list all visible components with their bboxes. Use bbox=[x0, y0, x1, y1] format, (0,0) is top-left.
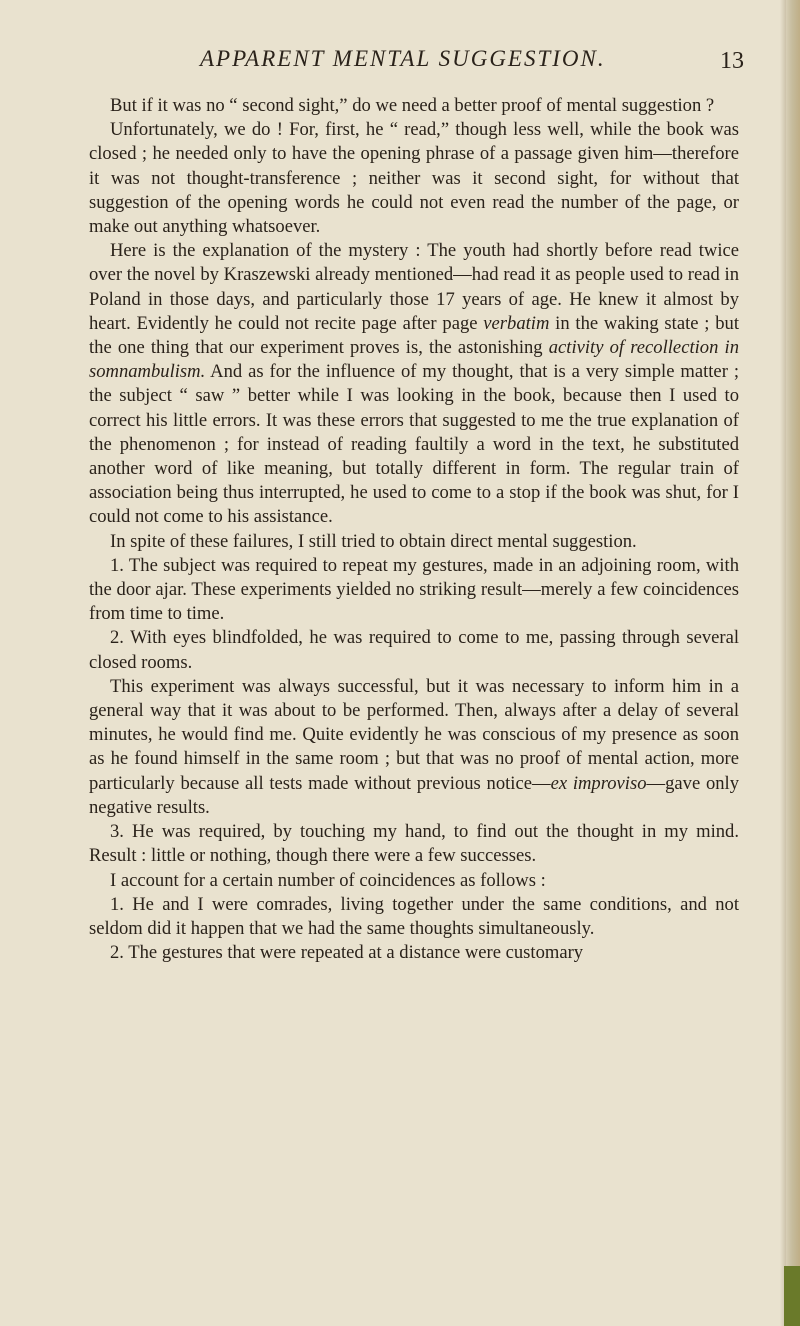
paragraph-2: Unfortunately, we do ! For, first, he “ read,” though less well, while the book was closed ; he needed only to have the opening phrase of a passage given him—therefore it was not thought-transference ; neither was it second sight, for without that suggestion of the opening words he could not even read the number of the page, or make out anything whatsoever. bbox=[89, 119, 739, 238]
paragraph-7-part-a: This experiment was always successful, but it was necessary to inform him in a general way that it was about to be performed. Then, always after a delay of several minutes, he would find me. Quite evidently he was conscious of my presence as soon as he found himself in the same room ; but that was no proof of mental action, more particularly because all tests made without previous notice— bbox=[89, 675, 739, 794]
page-header bbox=[0, 46, 800, 82]
paragraph-11: 2. The gestures that were repeated at a distance were customary bbox=[110, 942, 584, 964]
paragraph-10: 1. He and I were comrades, living together under the same conditions, and not seldom did it happen that we had the same thoughts simultaneously. bbox=[89, 893, 739, 939]
italic-recollection-phrase: activity of recollection in somnambulism. bbox=[89, 337, 739, 383]
paragraph-6: 2. With eyes blindfolded, he was required to come to me, passing through several closed rooms. bbox=[89, 627, 739, 673]
paragraph-3-part-c: in the waking state ; but the one thing that our experiment proves is, the astonishing bbox=[89, 312, 739, 359]
page-edge-tab bbox=[784, 1266, 800, 1326]
paragraph-8: 3. He was required, by touching my hand, to find out the thought in my mind. Result : little or nothing, though there were a few successes. bbox=[89, 821, 739, 867]
paragraph-5: 1. The subject was required to repeat my gestures, made in an adjoining room, with the door ajar. These experiments yielded no striking result—merely a few coincidences from time to time. bbox=[89, 554, 739, 625]
running-head: APPARENT MENTAL SUGGESTION. bbox=[200, 46, 606, 71]
paragraph-1: But if it was no “ second sight,” do we need a better proof of mental suggestion ? bbox=[110, 95, 715, 116]
italic-verbatim: verbatim bbox=[483, 312, 550, 334]
italic-ex-improviso: ex improviso bbox=[550, 772, 647, 794]
paragraph-3-part-a: Here is the explanation of the mystery : The youth had shortly before read twice over the novel by Kraszewski already mentioned—had read it as people used to read in Poland in those days, and particularly those 17 years of age. He knew it almost by heart. Evidently he could not recite page after page bbox=[89, 240, 739, 334]
paragraph-3-part-e: And as for the influence of my thought, that is a very simple matter ; the subject “ saw ” better while I was looking in the book, because then I used to correct his little errors. It was these errors that suggested to me the true explanation of the phenomenon ; for instead of reading faultily a word in the text, he substituted another word of like meaning, but totally different in form. The regular train of association being thus interrupted, he used to come to a stop if the book was shut, for I could not come to his assistance. bbox=[89, 361, 739, 528]
paragraph-3 bbox=[89, 239, 739, 529]
page-text bbox=[89, 94, 739, 965]
page-number: 13 bbox=[720, 48, 744, 74]
paragraph-7-part-c: —gave only negative results. bbox=[89, 772, 740, 818]
page-edge bbox=[786, 0, 800, 1326]
paragraph-7 bbox=[89, 675, 739, 820]
paragraph-9: I account for a certain number of coincidences as follows : bbox=[110, 869, 546, 891]
paragraph-4: In spite of these failures, I still tried to obtain direct mental suggestion. bbox=[110, 530, 637, 552]
